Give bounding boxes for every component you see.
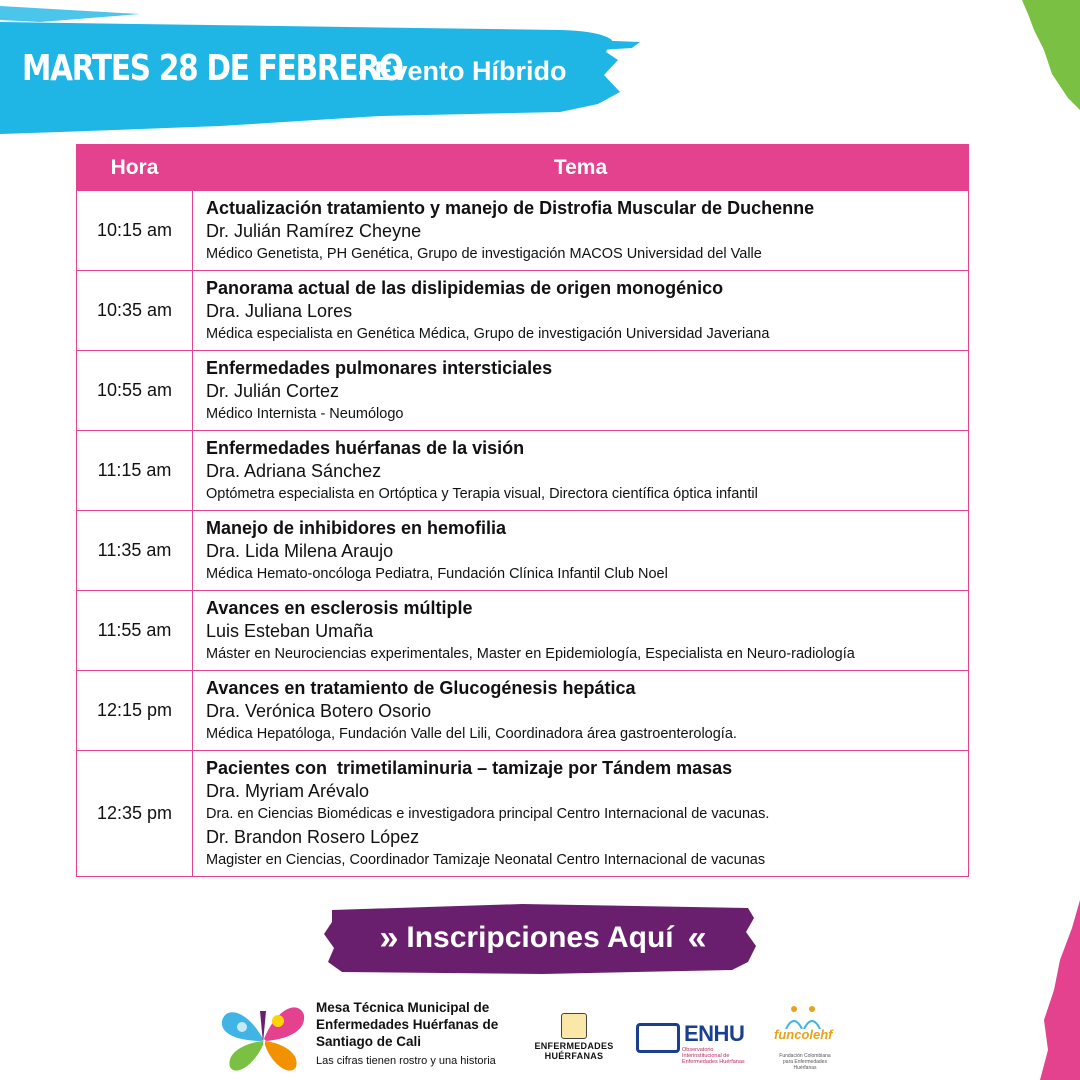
session-title: Avances en esclerosis múltiple — [206, 597, 473, 618]
green-brush-decoration — [1000, 0, 1080, 110]
session-topic — [193, 351, 969, 431]
session-title: Enfermedades huérfanas de la visión — [206, 437, 525, 458]
session-time: 10:55 am — [77, 351, 193, 431]
registration-button[interactable] — [322, 898, 758, 978]
session-time: 11:15 am — [77, 431, 193, 511]
speaker-name: Dra. Myriam Arévalo — [206, 780, 370, 801]
chevron-left-icon: « — [687, 918, 701, 957]
enhu-subtitle: Observatorio Interinstitucional de Enfermedades Huérfanas — [682, 1047, 745, 1065]
enf-logo-line-2: HUÉRFANAS — [544, 1051, 604, 1061]
chevron-right-icon: » — [379, 918, 393, 957]
speaker-name: Dr. Julián Ramírez Cheyne — [206, 220, 422, 241]
speaker-name: Dra. Juliana Lores — [206, 300, 353, 321]
speaker-name: Luis Esteban Umaña — [206, 620, 374, 641]
session-topic — [193, 191, 969, 271]
speaker-role: Médica Hepatóloga, Fundación Valle del Lili, Coordinadora área gastroenterología. — [206, 725, 737, 742]
speaker-role: Médico Internista - Neumólogo — [206, 405, 404, 422]
mesa-line-1: Mesa Técnica Municipal de — [316, 1000, 490, 1015]
session-topic — [193, 751, 969, 877]
session-time: 11:55 am — [77, 591, 193, 671]
table-row — [77, 591, 969, 671]
speaker-role: Médica Hemato-oncóloga Pediatra, Fundación Clínica Infantil Club Noel — [206, 565, 668, 582]
speaker-name: Dra. Adriana Sánchez — [206, 460, 382, 481]
event-type: - Evento Híbrido — [358, 56, 567, 86]
mesa-line-3: Santiago de Cali — [316, 1034, 422, 1049]
session-topic — [193, 671, 969, 751]
eye-icon — [636, 1023, 680, 1053]
table-row — [77, 751, 969, 877]
enfermedades-huerfanas-logo — [532, 1013, 616, 1075]
session-title: Pacientes con trimetilaminuria – tamizaje por Tándem masas — [206, 757, 733, 778]
enf-logo-line-1: ENFERMEDADES — [534, 1041, 614, 1051]
speaker-name: Dr. Julián Cortez — [206, 380, 340, 401]
session-title: Actualización tratamiento y manejo de Distrofia Muscular de Duchenne — [206, 197, 815, 218]
page-title — [22, 48, 567, 98]
column-header-tema: Tema — [193, 145, 969, 191]
event-date: MARTES 28 DE FEBRERO — [22, 48, 403, 89]
sponsor-footer — [0, 985, 1080, 1080]
table-row — [77, 351, 969, 431]
session-title: Avances en tratamiento de Glucogénesis hepática — [206, 677, 636, 698]
funcolehf-subtitle: Fundación Colombiana para Enfermedades Huérfanas — [779, 1053, 831, 1071]
figures-icon — [772, 1003, 836, 1029]
table-row — [77, 511, 969, 591]
coat-of-arms-icon — [561, 1013, 587, 1039]
speaker-role: Médico Genetista, PH Genética, Grupo de investigación MACOS Universidad del Valle — [206, 245, 762, 262]
speaker-name: Dra. Verónica Botero Osorio — [206, 700, 432, 721]
agenda-table — [76, 144, 969, 877]
speaker-name: Dra. Lida Milena Araujo — [206, 540, 394, 561]
funcolehf-wordmark: funcolehf — [774, 1027, 833, 1042]
session-title: Enfermedades pulmonares intersticiales — [206, 357, 553, 378]
column-header-hora: Hora — [77, 145, 193, 191]
mesa-tagline: Las cifras tienen rostro y una historia — [316, 1055, 496, 1067]
session-time: 12:35 pm — [77, 751, 193, 877]
speaker-name-second: Dr. Brandon Rosero López — [206, 826, 420, 847]
speaker-role: Médica especialista en Genética Médica, Grupo de investigación Universidad Javeriana — [206, 325, 770, 342]
session-time: 11:35 am — [77, 511, 193, 591]
enhu-logo — [636, 1023, 752, 1063]
speaker-role-second: Magister en Ciencias, Coordinador Tamizaje Neonatal Centro Internacional de vacunas — [206, 851, 766, 868]
funcolehf-logo — [772, 1003, 836, 1073]
table-row — [77, 191, 969, 271]
session-topic — [193, 431, 969, 511]
registration-button-label: Inscripciones Aquí — [406, 921, 674, 954]
speaker-role: Optómetra especialista en Ortóptica y Terapia visual, Directora científica óptica infantil — [206, 485, 758, 502]
speaker-role: Máster en Neurociencias experimentales, Master en Epidemiología, Especialista en Neuro-radiología — [206, 645, 855, 662]
table-row — [77, 671, 969, 751]
session-time: 10:15 am — [77, 191, 193, 271]
butterfly-logo-icon — [218, 991, 308, 1076]
mesa-line-2: Enfermedades Huérfanas de — [316, 1017, 499, 1032]
session-topic — [193, 271, 969, 351]
mesa-tecnica-name — [316, 999, 498, 1070]
session-topic — [193, 511, 969, 591]
table-row — [77, 431, 969, 511]
session-time: 10:35 am — [77, 271, 193, 351]
session-time: 12:15 pm — [77, 671, 193, 751]
session-title: Manejo de inhibidores en hemofilia — [206, 517, 507, 538]
enhu-wordmark: ENHU — [684, 1021, 745, 1046]
speaker-role: Dra. en Ciencias Biomédicas e investigadora principal Centro Internacional de vacunas. — [206, 805, 770, 822]
session-topic — [193, 591, 969, 671]
table-row — [77, 271, 969, 351]
table-header-row — [77, 145, 969, 191]
session-title: Panorama actual de las dislipidemias de origen monogénico — [206, 277, 724, 298]
